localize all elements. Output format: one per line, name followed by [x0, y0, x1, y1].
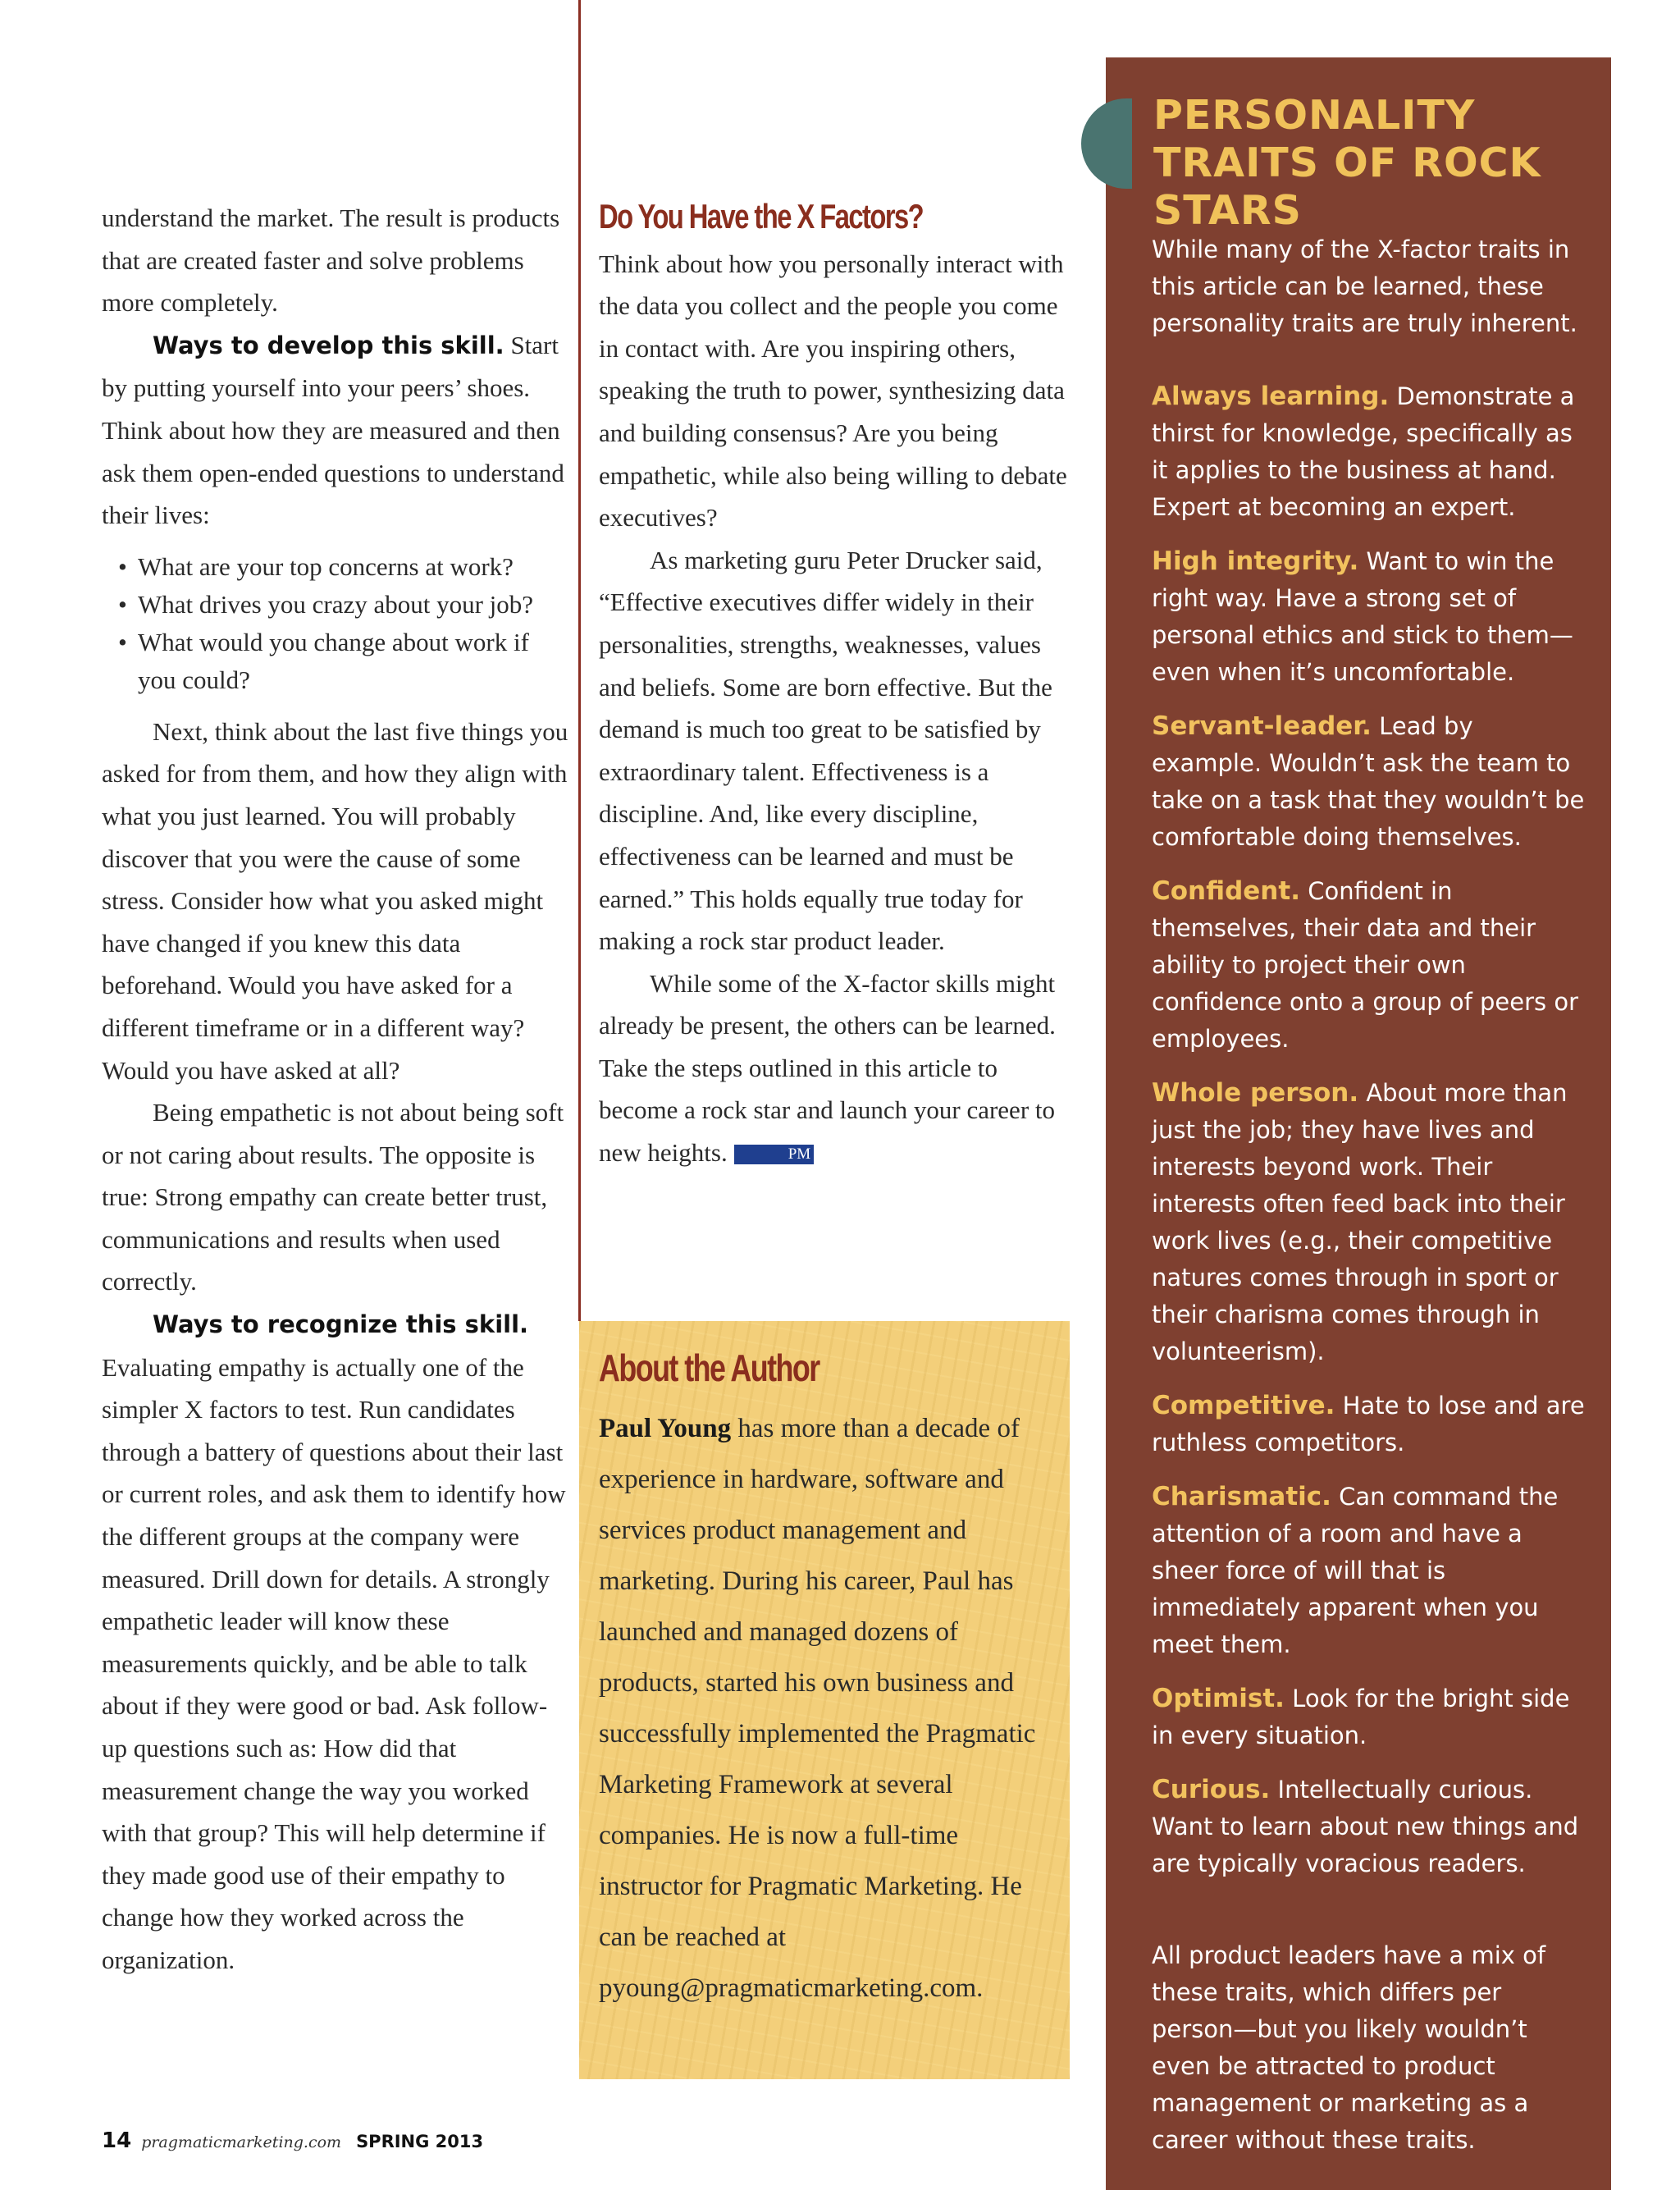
sidebar-title: PERSONALITY TRAITS OF ROCK STARS: [1153, 92, 1541, 234]
paragraph-recognize: [102, 1303, 569, 1982]
trait-item: [1152, 1388, 1586, 1461]
column-divider: [578, 0, 581, 1321]
author-bio: [599, 1403, 1058, 2014]
trait-name: Curious.: [1152, 1775, 1271, 1804]
paragraph-develop: [102, 324, 569, 537]
trait-text: Can command the attention of a room and have a sheer force of will that is immediately apparent when you meet them.: [1152, 1483, 1559, 1658]
trait-name: Always learning.: [1152, 382, 1390, 411]
trait-text: Hate to lose and are ruthless competitors.: [1152, 1392, 1585, 1456]
trait-name: Servant-leader.: [1152, 711, 1372, 741]
paragraph: understand the market. The result is products that are created faster and solve problems more completely.: [102, 203, 560, 318]
trait-name: Confident.: [1152, 876, 1300, 906]
page-footer: [102, 2128, 483, 2153]
list-item: • What are your top concerns at work?: [118, 548, 569, 586]
develop-text: Start by putting yourself into your peers’ shoes. Think about how they are measured and then ask them open-ended questions to understand their lives:: [102, 330, 564, 530]
paragraph: Being empathetic is not about being soft or not caring about results. The opposite is true: Strong empathy can create better trust, communications and results when used correctly.: [102, 1098, 564, 1296]
trait-name: High integrity.: [1152, 546, 1359, 576]
sidebar-body: [1152, 231, 1586, 2176]
trait-item: [1152, 543, 1586, 691]
recognize-lead: Ways to recognize this skill.: [153, 1310, 529, 1339]
trait-name: Optimist.: [1152, 1684, 1285, 1713]
list-item: • What drives you crazy about your job?: [118, 586, 569, 624]
trait-text: Lead by example. Wouldn’t ask the team to take on a task that they wouldn’t be comfortable doing themselves.: [1152, 712, 1585, 851]
page-number: 14: [102, 2128, 132, 2153]
recognize-text: Evaluating empathy is actually one of the simpler X factors to test. Run candidates through a battery of questions about their last or current roles, and ask them to identify how the different groups at the company were measured. Drill down for details. A strongly empathetic leader will know these measurements quickly, and be able to talk about if they were good or bad. Ask follow-up questions such as: How did that measurement change the way you worked with that group? This will help determine if they made good use of their empathy to change how they worked across the organization.: [102, 1352, 566, 1974]
trait-item: [1152, 1680, 1586, 1754]
sidebar-tab-decoration: [1081, 98, 1132, 189]
trait-item: [1152, 1075, 1586, 1370]
trait-name: Charismatic.: [1152, 1482, 1331, 1511]
sidebar-intro: While many of the X-factor traits in this article can be learned, these personality traits are truly inherent.: [1152, 235, 1577, 337]
question-list: [118, 548, 569, 699]
trait-name: Whole person.: [1152, 1078, 1359, 1108]
trait-text: Look for the bright side in every situation.: [1152, 1685, 1570, 1749]
trait-item: [1152, 1479, 1586, 1663]
author-heading: About the Author: [599, 1346, 819, 1389]
trait-text: Intellectually curious. Want to learn about new things and are typically voracious readers.: [1152, 1776, 1579, 1877]
trait-item: [1152, 708, 1586, 856]
article-column-1: [102, 197, 569, 1982]
trait-text: Demonstrate a thirst for knowledge, specifically as it applies to the business at hand. Expert at becoming an expert.: [1152, 382, 1575, 521]
trait-item: [1152, 1772, 1586, 1882]
trait-text: Want to win the right way. Have a strong set of personal ethics and stick to them—even when it’s uncomfortable.: [1152, 547, 1573, 686]
trait-item: [1152, 378, 1586, 526]
author-content: [599, 1346, 1058, 2014]
author-name: Paul Young: [599, 1414, 732, 1443]
section-heading: Do You Have the X Factors?: [599, 197, 924, 235]
paragraph-closing: [599, 962, 1075, 1174]
sidebar-closing: All product leaders have a mix of these traits, which differs per person—but you likely wouldn’t even be attracted to product management or marketing as a career without these traits.: [1152, 1941, 1546, 2154]
footer-site: pragmaticmarketing.com: [141, 2133, 342, 2151]
footer-issue: SPRING 2013: [356, 2132, 484, 2151]
paragraph: As marketing guru Peter Drucker said, “Effective executives differ widely in their personalities, strengths, weaknesses, values and beliefs. Some are born effective. But the demand is much too great to be satisfied by extraordinary talent. Effectiveness is a discipline. And, like every discipline, effectiveness can be learned and must be earned.” This holds equally true today for making a rock star product leader.: [599, 545, 1052, 956]
article-column-2: [599, 195, 1075, 1174]
trait-name: Competitive.: [1152, 1391, 1335, 1420]
closing-text: While some of the X-factor skills might already be present, the others can be learned. Take the steps outlined in this article to become a rock star and launch your career to new heights.: [599, 968, 1056, 1168]
list-item: • What would you change about work if you could?: [118, 624, 569, 699]
trait-item: [1152, 873, 1586, 1058]
develop-lead: Ways to develop this skill.: [153, 331, 504, 359]
paragraph: Next, think about the last five things you asked for from them, and how they align with what you just learned. You will probably discover that you were the cause of some stress. Consider how what you asked might have changed if you knew this data beforehand. Would you have asked for a different timeframe or in a different way? Would you have asked at all?: [102, 716, 568, 1085]
author-bio-text: has more than a decade of experience in hardware, software and services product management and marketing. During his career, Paul has launched and managed dozens of products, started his own business and successfully implemented the Pragmatic Marketing Framework at several companies. He is now a full-time instructor for Pragmatic Marketing. He can be reached at pyoung@pragmaticmarketing.com.: [599, 1414, 1036, 2003]
paragraph: Think about how you personally interact with the data you collect and the people you come in contact with. Are you inspiring others, speaking the truth to power, synthesizing data and building consensus? Are you being empathetic, while also being willing to debate executives?: [599, 249, 1067, 533]
trait-text: Confident in themselves, their data and their ability to project their own confidence onto a group of peers or employees.: [1152, 877, 1579, 1053]
author-box: [579, 1321, 1070, 2079]
end-mark-logo: PM: [734, 1145, 814, 1164]
trait-text: About more than just the job; they have lives and interests beyond work. Their interests often feed back into their work lives (e.g., their competitive natures comes through in sport or their charisma comes through in volunteerism).: [1152, 1079, 1568, 1365]
